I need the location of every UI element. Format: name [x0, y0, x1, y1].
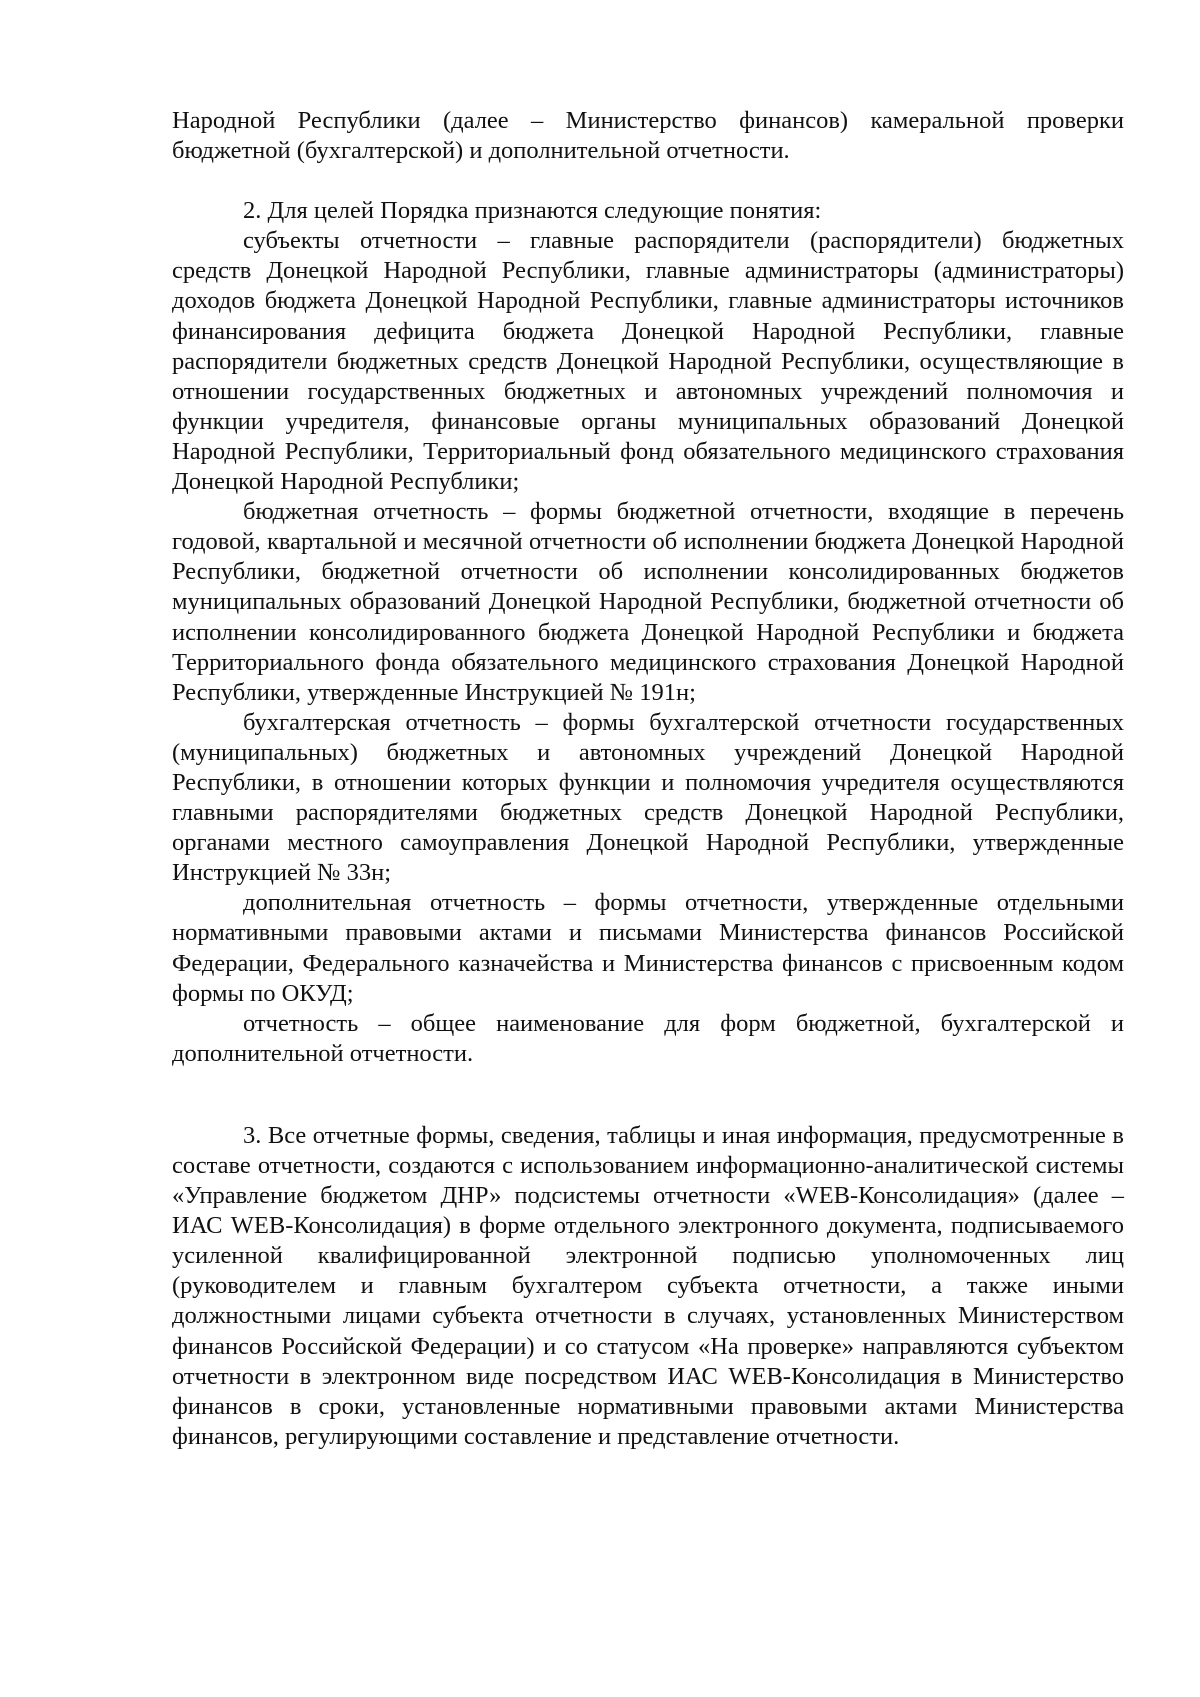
paragraph-definition-reporting: отчетность – общее наименование для форм бюджетной, бухгалтерской и дополнительной отчетности. [172, 1009, 1124, 1067]
paragraph-definition-budget-reporting: бюджетная отчетность – формы бюджетной отчетности, входящие в перечень годовой, квартальной и месячной отчетности об исполнении бюджета Донецкой Народной Республики, бюджетной отчетности об исполнении консолидированных бюджетов муниципальных образований Донецкой Народной Республики, бюджетной отчетности об исполнении консолидированного бюджета Донецкой Народной Республики и бюджета Территориального фонда обязательного медицинского страхования Донецкой Народной Республики, утвержденные Инструкцией № 191н; [172, 498, 1124, 706]
paragraph-spacer [172, 1069, 1124, 1121]
paragraph-section-2-heading: 2. Для целей Порядка признаются следующие понятия: [243, 197, 822, 225]
paragraph-definition-subjects: субъекты отчетности – главные распорядители (распорядители) бюджетных средств Донецкой Народной Республики, главные администраторы (администраторы) доходов бюджета Донецкой Народной Республики, главные администраторы источников финансирования дефицита бюджета Донецкой Народной Республики, главные распорядители бюджетных средств Донецкой Народной Республики, осуществляющие в отношении государственных бюджетных и автономных учреждений полномочия и функции учредителя, финансовые органы муниципальных образований Донецкой Народной Республики, Территориальный фонд обязательного медицинского страхования Донецкой Народной Республики; [172, 227, 1124, 496]
document-page [172, 106, 1124, 1452]
paragraph-definition-accounting-reporting: бухгалтерская отчетность – формы бухгалтерской отчетности государственных (муниципальных) бюджетных и автономных учреждений Донецкой Народной Республики, в отношении которых функции и полномочия учредителя осуществляются главными распорядителями бюджетных средств Донецкой Народной Республики, органами местного самоуправления Донецкой Народной Республики, утвержденные Инструкцией № 33н; [172, 708, 1124, 887]
paragraph-definition-additional-reporting: дополнительная отчетность – формы отчетности, утвержденные отдельными нормативными правовыми актами и письмами Министерства финансов Российской Федерации, Федерального казначейства и Министерства финансов с присвоенным кодом формы по ОКУД; [172, 889, 1124, 1007]
paragraph-spacer [172, 166, 1124, 196]
paragraph-section-3: 3. Все отчетные формы, сведения, таблицы и иная информация, предусмотренные в составе отчетности, создаются с использованием информационно-аналитической системы «Управление бюджетом ДНР» подсистемы отчетности «WEB-Консолидация» (далее – ИАС WEB-Консолидация) в форме отдельного электронного документа, подписываемого усиленной квалифицированной электронной подписью уполномоченных лиц (руководителем и главным бухгалтером субъекта отчетности, а также иными должностными лицами субъекта отчетности в случаях, установленных Министерством финансов Российской Федерации) и со статусом «На проверке» направляются субъектом отчетности в электронном виде посредством ИАС WEB-Консолидация в Министерство финансов в сроки, установленные нормативными правовыми актами Министерства финансов, регулирующими составление и представление отчетности. [172, 1121, 1124, 1450]
paragraph-continuation: Народной Республики (далее – Министерство финансов) камеральной проверки бюджетной (бухгалтерской) и дополнительной отчетности. [172, 107, 1124, 165]
